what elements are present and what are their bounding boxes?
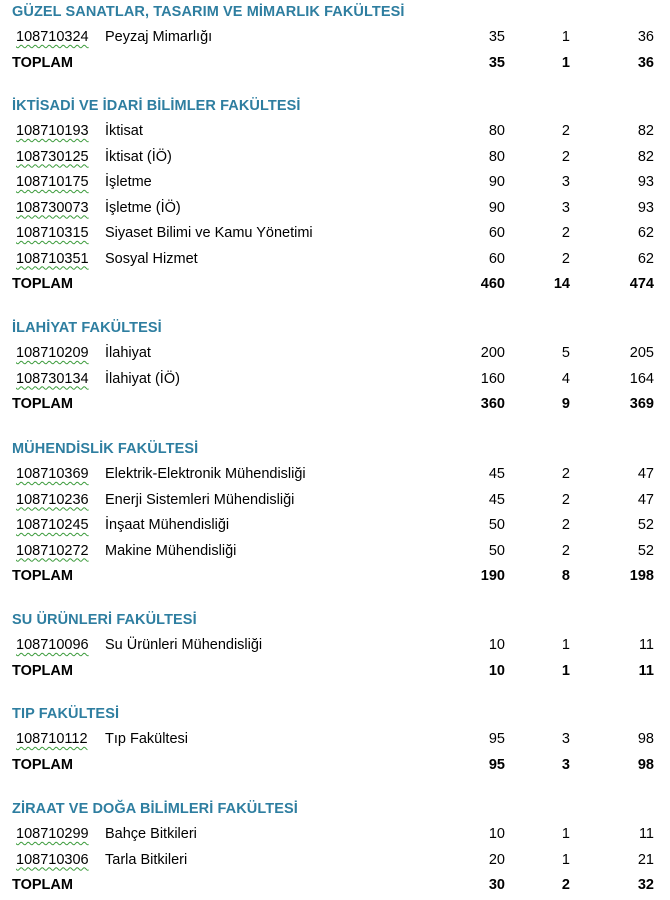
total-quota: 30: [488, 877, 505, 893]
program-row: [0, 123, 670, 143]
quota-value: 60: [488, 250, 505, 267]
total-sum: 198: [629, 568, 654, 584]
program-row: [0, 200, 670, 220]
total-sum: 369: [629, 396, 654, 412]
quota-value: 20: [488, 851, 505, 868]
extra-value: 1: [561, 826, 570, 842]
program-row: [0, 29, 670, 49]
quota-value: 50: [488, 517, 505, 533]
total-value: 82: [637, 123, 654, 139]
total-sum: 98: [637, 756, 654, 773]
program-row: [0, 492, 670, 512]
program-name: İktisat: [105, 123, 143, 139]
extra-value: 2: [561, 542, 570, 559]
program-code: 108710315: [16, 225, 89, 241]
quota-value: 10: [488, 826, 505, 842]
extra-value: 2: [561, 148, 570, 165]
faculty-title: TIP FAKÜLTESİ: [12, 706, 120, 722]
program-name: Elektrik-Elektronik Mühendisliği: [105, 466, 306, 482]
total-quota: 10: [488, 662, 505, 679]
program-row: [0, 251, 670, 271]
total-label: TOPLAM: [12, 756, 73, 773]
total-label: TOPLAM: [12, 276, 73, 292]
program-code: 108710236: [16, 491, 89, 508]
extra-value: 2: [561, 250, 570, 267]
program-row: [0, 371, 670, 391]
total-label: TOPLAM: [12, 568, 73, 584]
quota-value: 200: [480, 345, 505, 361]
extra-value: 3: [561, 174, 570, 190]
total-label: TOPLAM: [12, 396, 73, 412]
program-code: 108710324: [16, 29, 89, 45]
program-name: İşletme: [105, 174, 152, 190]
quota-value: 80: [488, 123, 505, 139]
total-value: 11: [638, 826, 654, 842]
total-value: 164: [629, 370, 654, 387]
faculty-title: MÜHENDİSLİK FAKÜLTESİ: [12, 441, 199, 457]
program-code: 108710306: [16, 851, 89, 868]
total-quota: 190: [480, 568, 505, 584]
extra-value: 1: [561, 637, 570, 653]
total-value: 11: [638, 637, 654, 653]
program-row: [0, 637, 670, 657]
program-code: 108710096: [16, 637, 89, 653]
program-name: Tarla Bitkileri: [105, 851, 188, 868]
program-code: 108710245: [16, 517, 89, 533]
extra-value: 2: [561, 517, 570, 533]
total-extra: 9: [561, 396, 570, 412]
total-value: 82: [637, 148, 654, 165]
quota-value: 90: [488, 174, 505, 190]
quota-value: 45: [488, 491, 505, 508]
quota-value: 80: [488, 148, 505, 165]
faculty-title: SU ÜRÜNLERİ FAKÜLTESİ: [12, 612, 197, 628]
program-code: 108730125: [16, 148, 89, 165]
program-row: [0, 826, 670, 846]
quota-value: 95: [488, 731, 505, 747]
total-value: 47: [637, 466, 654, 482]
extra-value: 5: [561, 345, 570, 361]
total-quota: 360: [480, 396, 505, 412]
program-code: 108710351: [16, 250, 89, 267]
total-value: 98: [637, 731, 654, 747]
program-code: 108710112: [16, 731, 88, 747]
program-row: [0, 149, 670, 169]
faculty-total-row: [0, 757, 670, 777]
program-name: İşletme (İÖ): [105, 199, 181, 216]
quota-value: 45: [488, 466, 505, 482]
total-sum: 32: [637, 877, 654, 893]
program-name: İnşaat Mühendisliği: [105, 517, 230, 533]
total-value: 47: [637, 491, 654, 508]
program-name: Makine Mühendisliği: [105, 542, 237, 559]
extra-value: 2: [561, 123, 570, 139]
total-value: 93: [637, 174, 654, 190]
program-code: 108710175: [16, 174, 89, 190]
program-name: Peyzaj Mimarlığı: [105, 29, 213, 45]
extra-value: 2: [561, 225, 570, 241]
quota-value: 50: [488, 542, 505, 559]
program-name: Enerji Sistemleri Mühendisliği: [105, 491, 295, 508]
program-name: Sosyal Hizmet: [105, 250, 198, 267]
program-name: İlahiyat (İÖ): [105, 370, 180, 387]
total-extra: 3: [561, 756, 570, 773]
total-value: 52: [637, 542, 654, 559]
faculty-title: İKTİSADİ VE İDARİ BİLİMLER FAKÜLTESİ: [12, 98, 301, 114]
total-label: TOPLAM: [12, 54, 73, 71]
program-code: 108710299: [16, 826, 89, 842]
faculty-total-row: [0, 396, 670, 416]
total-value: 62: [637, 250, 654, 267]
program-name: Bahçe Bitkileri: [105, 826, 197, 842]
total-extra: 2: [561, 877, 570, 893]
quota-value: 160: [480, 370, 505, 387]
total-quota: 460: [480, 276, 505, 292]
total-quota: 95: [488, 756, 505, 773]
program-row: [0, 345, 670, 365]
program-row: [0, 225, 670, 245]
total-extra: 8: [561, 568, 570, 584]
program-code: 108730134: [16, 370, 89, 387]
faculty-total-row: [0, 663, 670, 683]
total-label: TOPLAM: [12, 662, 73, 679]
extra-value: 4: [561, 370, 570, 387]
program-name: Tıp Fakültesi: [105, 731, 188, 747]
faculty-total-row: [0, 55, 670, 75]
program-row: [0, 174, 670, 194]
quota-value: 35: [488, 29, 505, 45]
total-value: 93: [637, 199, 654, 216]
extra-value: 1: [561, 29, 570, 45]
total-value: 36: [637, 29, 654, 45]
faculty-title: GÜZEL SANATLAR, TASARIM VE MİMARLIK FAKÜLTESİ: [12, 4, 405, 20]
program-code: 108730073: [16, 199, 89, 216]
quota-value: 60: [488, 225, 505, 241]
quota-value: 90: [488, 199, 505, 216]
total-extra: 1: [561, 662, 570, 679]
extra-value: 3: [561, 199, 570, 216]
program-name: Su Ürünleri Mühendisliği: [105, 637, 263, 653]
total-value: 52: [637, 517, 654, 533]
total-sum: 36: [637, 54, 654, 71]
program-name: Siyaset Bilimi ve Kamu Yönetimi: [105, 225, 313, 241]
extra-value: 2: [561, 466, 570, 482]
faculty-total-row: [0, 276, 670, 296]
quota-value: 10: [488, 637, 505, 653]
program-code: 108710193: [16, 123, 89, 139]
extra-value: 2: [561, 491, 570, 508]
extra-value: 1: [561, 851, 570, 868]
program-row: [0, 852, 670, 872]
total-extra: 1: [561, 54, 570, 71]
total-label: TOPLAM: [12, 877, 73, 893]
program-name: İlahiyat: [105, 345, 151, 361]
program-code: 108710272: [16, 542, 89, 559]
total-value: 21: [637, 851, 654, 868]
program-code: 108710209: [16, 345, 89, 361]
program-row: [0, 466, 670, 486]
total-value: 62: [637, 225, 654, 241]
faculty-total-row: [0, 877, 670, 897]
program-row: [0, 731, 670, 751]
total-extra: 14: [553, 276, 570, 292]
program-code: 108710369: [16, 466, 89, 482]
total-value: 205: [629, 345, 654, 361]
faculty-title: ZİRAAT VE DOĞA BİLİMLERİ FAKÜLTESİ: [12, 801, 298, 817]
faculty-title: İLAHİYAT FAKÜLTESİ: [12, 320, 162, 336]
total-sum: 11: [638, 662, 654, 679]
program-name: İktisat (İÖ): [105, 148, 172, 165]
extra-value: 3: [561, 731, 570, 747]
program-row: [0, 543, 670, 563]
total-quota: 35: [488, 54, 505, 71]
total-sum: 474: [629, 276, 654, 292]
program-row: [0, 517, 670, 537]
faculty-total-row: [0, 568, 670, 588]
